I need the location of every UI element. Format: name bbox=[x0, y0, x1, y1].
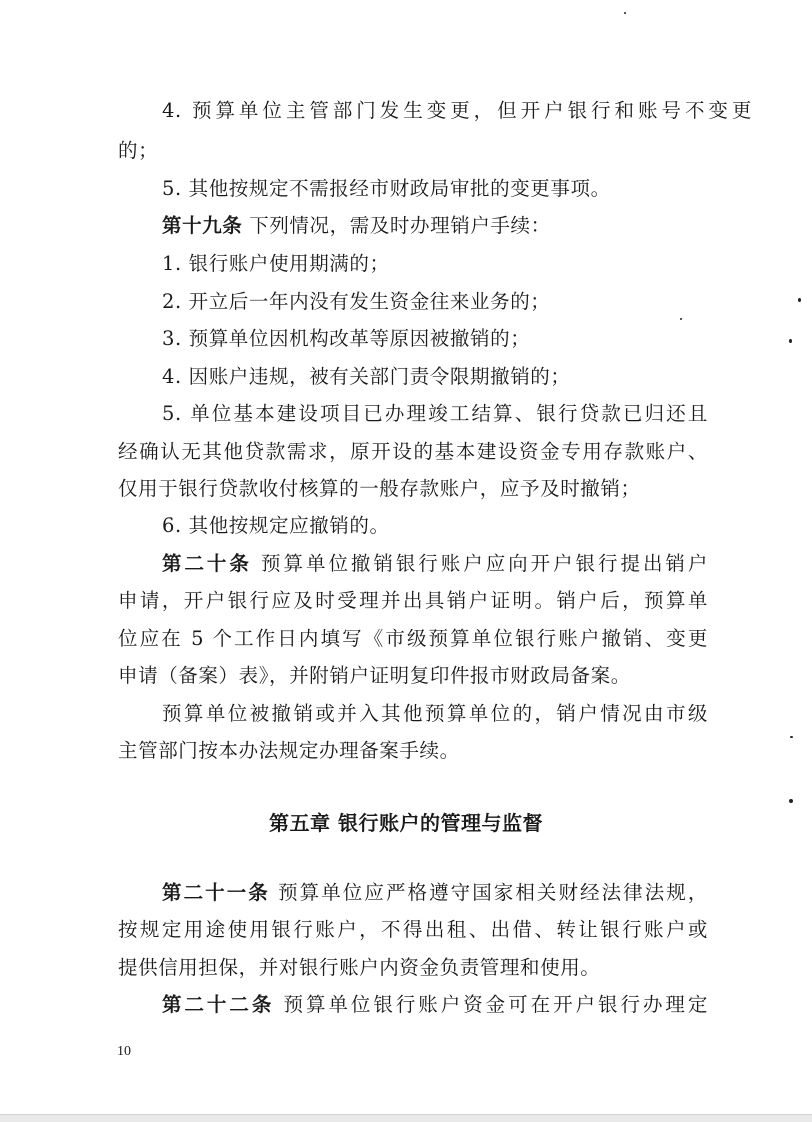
text-line: 按规定用途使用银行账户，不得出租、出借、转让银行账户或 bbox=[118, 918, 708, 941]
text-line: 3. 预算单位因机构改革等原因被撤销的； bbox=[162, 327, 531, 350]
article-21 bbox=[162, 878, 708, 908]
article-heading: 第二十一条 bbox=[162, 881, 270, 904]
text-line: 1. 银行账户使用期满的； bbox=[162, 252, 390, 275]
scan-speck bbox=[798, 298, 801, 302]
text-line: 的； bbox=[118, 139, 159, 162]
text-line: 提供信用担保，并对银行账户内资金负责管理和使用。 bbox=[118, 956, 601, 979]
text-line: 预算单位被撤销或并入其他预算单位的，销户情况由市级 bbox=[162, 702, 708, 725]
scan-speck bbox=[624, 12, 626, 14]
text-line: 位应在 5 个工作日内填写《市级预算单位银行账户撤销、变更 bbox=[118, 627, 708, 650]
scan-speck bbox=[789, 799, 793, 803]
article-text: 预算单位撤销银行账户应向开户银行提出销户 bbox=[261, 552, 708, 575]
text-line: 5. 其他按规定不需报经市财政局审批的变更事项。 bbox=[162, 177, 611, 200]
article-20 bbox=[162, 549, 708, 579]
text-line: 6. 其他按规定应撤销的。 bbox=[162, 514, 390, 537]
text-line: 仅用于银行贷款收付核算的一般存款账户，应予及时撤销； bbox=[118, 477, 641, 500]
article-text: 下列情况，需及时办理销户手续： bbox=[249, 214, 551, 237]
text-line: 经确认无其他贷款需求，原开设的基本建设资金专用存款账户、 bbox=[118, 440, 708, 463]
article-text: 预算单位银行账户资金可在开户银行办理定 bbox=[283, 993, 708, 1016]
article-22 bbox=[162, 990, 708, 1020]
article-heading: 第二十条 bbox=[162, 552, 252, 575]
text-line: 申请（备案）表》，并附销户证明复印件报市财政局备案。 bbox=[118, 664, 631, 687]
text-line: 2. 开立后一年内没有发生资金往来业务的； bbox=[162, 290, 551, 313]
text-line: 申请，开户银行应及时受理并出具销户证明。销户后，预算单 bbox=[118, 589, 708, 612]
page-number: 10 bbox=[117, 1044, 131, 1059]
chapter-heading: 第五章 银行账户的管理与监督 bbox=[269, 811, 543, 835]
article-heading: 第二十二条 bbox=[162, 993, 275, 1016]
scan-speck bbox=[680, 318, 682, 320]
scan-speck bbox=[789, 339, 792, 343]
text-line: 主管部门按本办法规定办理备案手续。 bbox=[118, 739, 460, 762]
text-line: 5. 单位基本建设项目已办理竣工结算、银行贷款已归还且 bbox=[162, 402, 708, 425]
article-text: 预算单位应严格遵守国家相关财经法律法规， bbox=[278, 881, 708, 904]
text-line: 4. 因账户违规，被有关部门责令限期撤销的； bbox=[162, 365, 571, 388]
scan-speck bbox=[790, 736, 793, 738]
article-heading: 第十九条 bbox=[162, 214, 243, 237]
text-line: 4. 预算单位主管部门发生变更，但开户银行和账号不变更 bbox=[162, 99, 752, 122]
article-19 bbox=[162, 211, 752, 241]
